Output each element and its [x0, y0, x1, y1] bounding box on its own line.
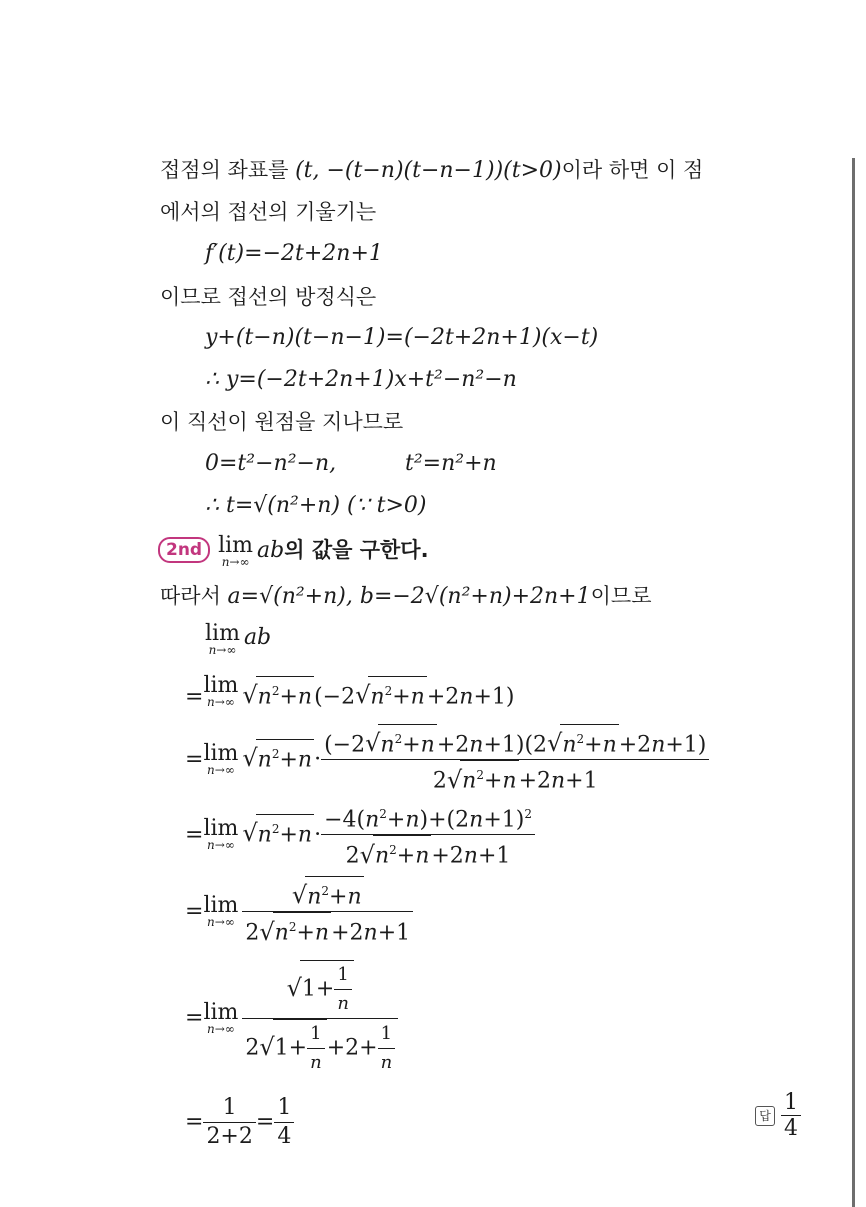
answer-box	[755, 1090, 801, 1141]
limit-subscript: n→∞	[221, 555, 250, 569]
final-numerator: 1	[222, 1095, 237, 1120]
derivation-step-4: = lim n→∞ $\frac{√n^2+n}{2√n^2+n+2n+1}$	[185, 876, 413, 948]
step-2-text: 의 값을 구한다.	[284, 538, 429, 562]
intro-text-a: 접점의 좌표를	[160, 158, 296, 182]
result-denominator: 4	[274, 1122, 294, 1151]
slope-equation: f′(t)=−2t+2n+1	[205, 241, 383, 266]
page-margin-rule	[852, 158, 855, 1207]
intro-text-b: 이라 하면 이 점	[561, 158, 704, 182]
step-2-expr: ab	[257, 538, 285, 563]
tangent-intro: 이므로 접선의 방정식은	[160, 285, 377, 309]
origin-equation-2: t²=n²+n	[405, 451, 497, 476]
a-b-definition: a=√(n²+n), b=−2√(n²+n)+2n+1	[227, 584, 591, 609]
intro-line-2: 에서의 접선의 기울기는	[160, 200, 377, 224]
therefore-prefix: 따라서	[160, 584, 228, 608]
answer-numerator: 1	[784, 1090, 798, 1115]
therefore-line	[160, 582, 651, 611]
step-2-badge: 2nd	[158, 537, 210, 563]
derivation-step-2: = lim n→∞ $√n^2+n\cdot$ $\frac{(-2√n^2+n+2n+1)(2√n^2+n+2n+1)}{2√n^2+n+2n+1}$	[185, 724, 709, 796]
tangent-equation: y+(t−n)(t−n−1)=(−2t+2n+1)(x−t)	[205, 325, 599, 350]
origin-intro: 이 직선이 원점을 지나므로	[160, 410, 404, 434]
therefore-suffix: 이므로	[590, 584, 652, 608]
tangent-point-coordinates: (t, −(t−n)(t−n−1))(t>0)	[295, 158, 562, 183]
answer-icon: 답	[755, 1106, 775, 1126]
derivation-step-5: = lim n→∞ √1+ $\frac{1}{n}$ 2√1+ $\frac{1}{n}$ +2+ $\frac{1}{n}$	[185, 960, 398, 1077]
result-numerator: 1	[277, 1095, 292, 1120]
limit-ab: lim n→∞ ab	[205, 621, 272, 657]
step-2-header	[158, 533, 429, 569]
answer-denominator: 4	[781, 1115, 801, 1141]
derivation-step-3: = lim n→∞ $√n^2+n\cdot$ $\frac{-4(n^2+n)+(2n+1)^2}{2√n^2+n+2n+1}$	[185, 800, 535, 871]
tangent-result: ∴ y=(−2t+2n+1)x+t²−n²−n	[205, 367, 517, 392]
limit-operator	[218, 533, 254, 569]
derivation-final: = $\frac{1}{2+2}$ = $\frac{1}{4}$	[185, 1094, 294, 1151]
final-denominator: 2+2	[203, 1122, 255, 1151]
intro-line-1	[160, 156, 703, 185]
origin-result: ∴ t=√(n²+n) (∵ t>0)	[205, 493, 427, 518]
limit-word: lim	[218, 533, 254, 558]
derivation-step-1: = lim n→∞ $√n^2+n(-2√n^2+n+2n+1)$	[185, 673, 515, 710]
origin-equation-1: 0=t²−n²−n,	[205, 451, 337, 476]
